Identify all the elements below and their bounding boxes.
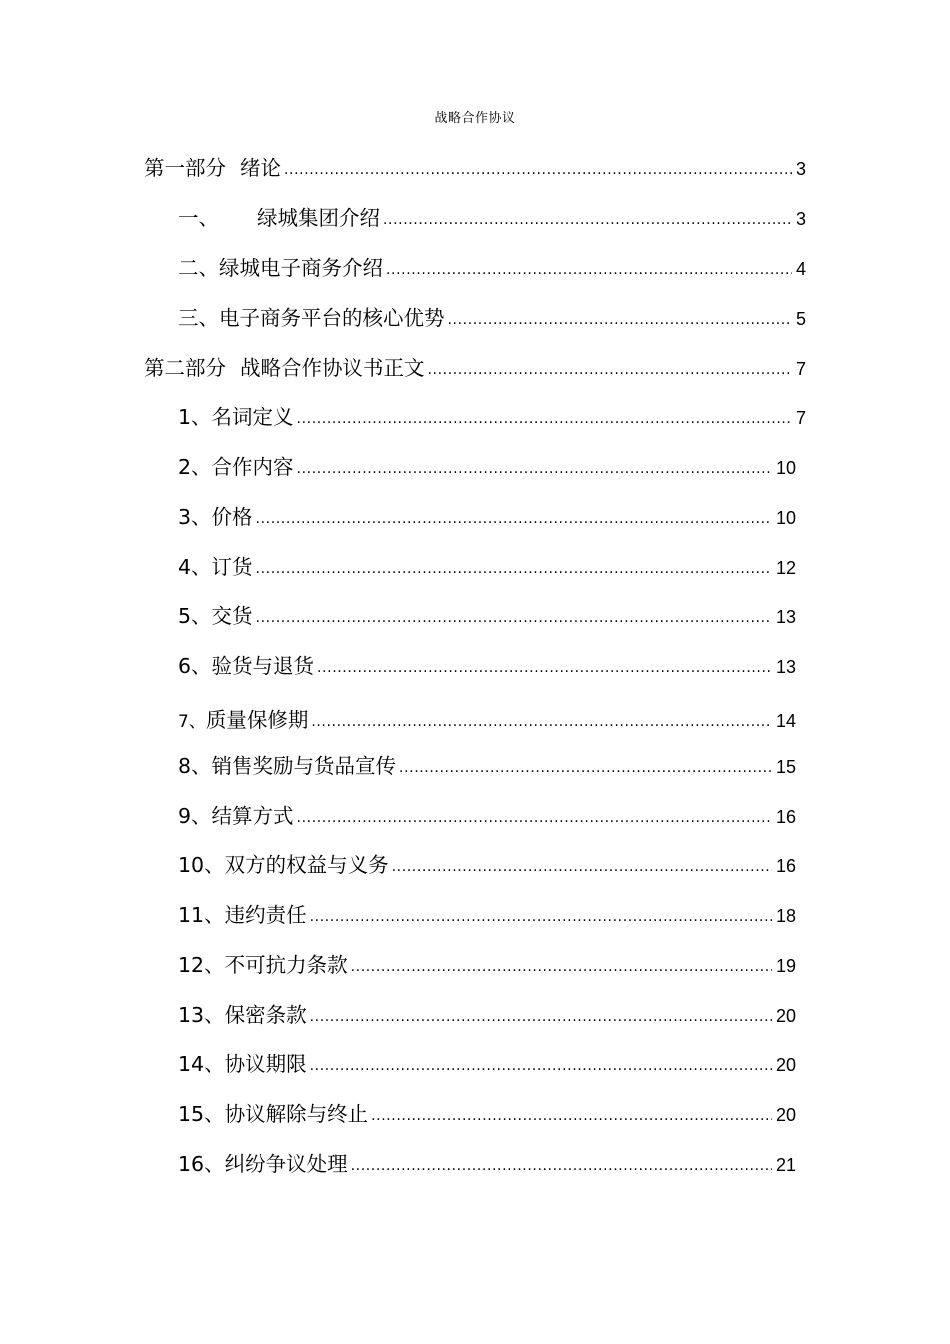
toc-entry-label: 协议期限 [224,1052,307,1076]
toc-entry-label: 违约责任 [224,903,307,927]
dot-leader [310,1002,772,1032]
toc-entry-page: 21 [775,1155,796,1175]
toc-entry-page: 13 [775,657,796,677]
dot-leader [256,603,772,633]
toc-entry-2-7[interactable] [178,705,796,735]
toc-entry-number: 16、 [178,1152,225,1176]
dot-leader [297,454,772,484]
toc-entry-label: 双方的权益与义务 [224,853,389,877]
toc-entry-label: 质量保修期 [205,708,309,732]
toc-entry-number: 14、 [178,1052,225,1076]
toc-entry-number: 12、 [178,953,225,977]
toc-entry-page: 5 [795,309,806,329]
toc-entry-number: 10、 [178,853,225,877]
toc-entry-number: 第二部分 [144,356,226,380]
toc-entry-page: 16 [775,807,796,827]
toc-entry-label: 绿城电子商务介绍 [219,256,383,280]
toc-entry-page: 10 [775,508,796,528]
toc-entry-2-14[interactable] [178,1049,796,1079]
dot-leader [311,707,772,737]
toc-entry-part-1[interactable] [144,153,806,183]
dot-leader [371,1101,772,1131]
toc-entry-2-6[interactable] [178,651,796,681]
dot-leader [351,952,772,982]
toc-entry-number: 1、 [178,405,212,429]
document-header-title: 战略合作协议 [434,111,516,126]
dot-leader [256,504,772,534]
toc-entry-number: 8、 [178,754,212,778]
dot-leader [399,753,772,783]
toc-entry-page: 19 [775,956,796,976]
toc-entry-page: 20 [775,1006,796,1026]
toc-entry-2-8[interactable] [178,751,796,781]
toc-entry-page: 3 [795,159,806,179]
toc-entry-number: 11、 [178,903,225,927]
toc-entry-number: 3、 [178,505,212,529]
toc-entry-page: 18 [775,906,796,926]
dot-leader [386,255,792,285]
toc-entry-label: 不可抗力条款 [224,953,348,977]
toc-entry-2-15[interactable] [178,1099,796,1129]
dot-leader [256,554,772,584]
toc-entry-label: 绿城集团介绍 [257,206,380,230]
toc-entry-page: 7 [795,359,806,379]
dot-leader [383,205,792,235]
dot-leader [392,852,772,882]
toc-entry-page: 14 [775,711,796,731]
dot-leader [297,803,772,833]
toc-entry-page: 20 [775,1105,796,1125]
toc-entry-label: 价格 [211,505,253,529]
toc-entry-number: 4、 [178,555,212,579]
toc-entry-page: 7 [795,408,806,428]
toc-entry-label: 保密条款 [224,1003,307,1027]
toc-entry-label: 验货与退货 [211,654,315,678]
dot-leader [448,305,792,335]
toc-entry-number: 2、 [178,455,212,479]
dot-leader [351,1151,772,1181]
dot-leader [310,1051,772,1081]
toc-entry-2-5[interactable] [178,601,796,631]
toc-entry-number: 13、 [178,1003,225,1027]
toc-entry-1-1[interactable] [178,203,806,233]
toc-entry-label: 交货 [211,604,253,628]
toc-entry-number: 5、 [178,604,212,628]
toc-entry-2-9[interactable] [178,801,796,831]
toc-entry-page: 16 [775,856,796,876]
toc-entry-label: 绪论 [240,156,281,180]
toc-entry-label: 纠纷争议处理 [224,1152,348,1176]
toc-entry-number: 6、 [178,654,212,678]
toc-entry-2-11[interactable] [178,900,796,930]
toc-entry-label: 名词定义 [211,405,294,429]
toc-entry-2-3[interactable] [178,502,796,532]
toc-entry-2-13[interactable] [178,1000,796,1030]
toc-entry-2-16[interactable] [178,1149,796,1179]
toc-entry-page: 4 [795,259,806,279]
toc-entry-page: 13 [775,607,796,627]
toc-entry-number: 15、 [178,1102,225,1126]
toc-entry-label: 合作内容 [211,455,294,479]
toc-entry-2-2[interactable] [178,452,796,482]
toc-entry-1-3[interactable] [178,303,806,333]
toc-entry-2-4[interactable] [178,552,796,582]
dot-leader [317,653,772,683]
toc-entry-2-1[interactable] [178,402,806,432]
toc-entry-number: 三、 [178,306,219,330]
toc-entry-label: 订货 [211,555,253,579]
toc-entry-number: 7、 [178,712,206,732]
toc-entry-label: 协议解除与终止 [224,1102,369,1126]
toc-entry-page: 20 [775,1055,796,1075]
toc-entry-label: 结算方式 [211,804,294,828]
dot-leader [297,404,792,434]
toc-entry-page: 3 [795,209,806,229]
toc-entry-number: 二、 [178,256,219,280]
toc-entry-label: 销售奖励与货品宣传 [211,754,397,778]
dot-leader [310,902,772,932]
toc-entry-number: 9、 [178,804,212,828]
toc-entry-label: 战略合作协议书正文 [240,356,425,380]
toc-entry-2-12[interactable] [178,950,796,980]
toc-entry-2-10[interactable] [178,850,796,880]
toc-entry-number: 一、 [178,206,219,230]
toc-entry-number: 第一部分 [144,156,226,180]
dot-leader [284,155,792,185]
toc-entry-page: 15 [775,757,796,777]
toc-entry-part-2[interactable] [144,353,806,383]
dot-leader [428,355,792,385]
toc-entry-page: 10 [775,458,796,478]
toc-entry-label: 电子商务平台的核心优势 [219,306,445,330]
toc-entry-1-2[interactable] [178,253,806,283]
toc-entry-page: 12 [775,558,796,578]
